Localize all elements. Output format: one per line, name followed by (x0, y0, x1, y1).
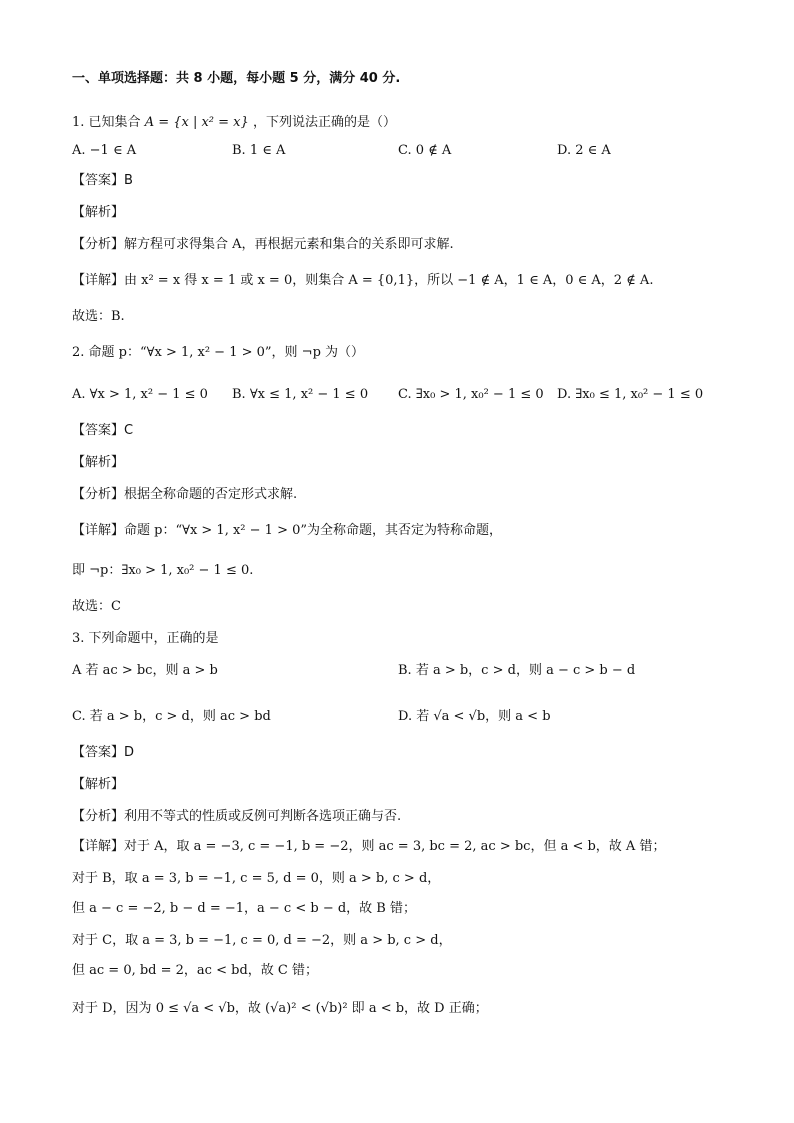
question-2-option-a: A. ∀x > 1, x² − 1 ≤ 0 (72, 387, 208, 402)
question-2-conclusion: 故选：C (72, 599, 121, 614)
question-3-option-c: C. 若 a > b，c > d，则 ac > bd (72, 709, 271, 724)
question-3-xiangjie-5: 但 ac = 0, bd = 2，ac < bd，故 C 错； (72, 963, 318, 978)
question-3-option-a: A 若 ac > bc，则 a > b (72, 663, 218, 678)
question-1-suffix: ，下列说法正确的是（） (252, 115, 396, 130)
question-3-option-d: D. 若 √a < √b，则 a < b (398, 709, 551, 724)
question-3-xiangjie-1: 【详解】对于 A，取 a = −3, c = −1, b = −2，则 ac = 3, bc = 2, ac > bc，但 a < b，故 A 错； (72, 839, 666, 854)
question-1-option-d: D. 2 ∈ A (557, 143, 611, 158)
question-3-stem: 3. 下列命题中，正确的是 (72, 631, 219, 646)
question-1-xiangjie: 【详解】由 x² = x 得 x = 1 或 x = 0，则集合 A = {0,1}，所以 −1 ∉ A，1 ∈ A，0 ∈ A，2 ∉ A. (72, 273, 654, 288)
question-1-analysis-label: 【解析】 (72, 205, 125, 220)
question-1-set-notation: A = {x | x² = x} (144, 115, 249, 130)
question-3-analysis-label: 【解析】 (72, 777, 125, 792)
question-1-fenxi: 【分析】解方程可求得集合 A，再根据元素和集合的关系即可求解. (72, 237, 454, 252)
question-2-xiangjie: 【详解】命题 p：“∀x > 1, x² − 1 > 0”为全称命题，其否定为特称命题， (72, 523, 503, 538)
question-2-answer: 【答案】C (72, 423, 134, 438)
section-title: 一、单项选择题：共 8 小题，每小题 5 分，满分 40 分. (72, 71, 401, 86)
question-3-xiangjie-4: 对于 C，取 a = 3, b = −1, c = 0, d = −2，则 a > b, c > d， (72, 933, 452, 948)
question-3-xiangjie-6: 对于 D，因为 0 ≤ √a < √b，故 (√a)² < (√b)² 即 a < b，故 D 正确； (72, 1001, 488, 1016)
question-2-stem: 2. 命题 p：“∀x > 1, x² − 1 > 0”，则 ¬p 为（） (72, 345, 365, 360)
question-2-fenxi: 【分析】根据全称命题的否定形式求解. (72, 487, 298, 502)
question-2-option-b: B. ∀x ≤ 1, x² − 1 ≤ 0 (232, 387, 369, 402)
question-1-option-c: C. 0 ∉ A (398, 143, 452, 158)
question-1-conclusion: 故选：B. (72, 309, 125, 324)
question-1-option-b: B. 1 ∈ A (232, 143, 286, 158)
question-2-analysis-label: 【解析】 (72, 455, 125, 470)
question-1-stem (72, 114, 396, 132)
question-3-xiangjie-2: 对于 B，取 a = 3, b = −1, c = 5, d = 0，则 a > b, c > d， (72, 871, 441, 886)
question-1-option-a: A. −1 ∈ A (72, 143, 137, 158)
question-3-fenxi: 【分析】利用不等式的性质或反例可判断各选项正确与否. (72, 809, 402, 824)
question-1-prefix: 1. 已知集合 (72, 115, 141, 130)
question-2-option-c: C. ∃x₀ > 1, x₀² − 1 ≤ 0 (398, 387, 544, 402)
question-2-xiangjie-2: 即 ¬p：∃x₀ > 1, x₀² − 1 ≤ 0. (72, 563, 254, 578)
question-3-option-b: B. 若 a > b，c > d，则 a − c > b − d (398, 663, 636, 678)
question-3-xiangjie-3: 但 a − c = −2, b − d = −1，a − c < b − d，故 B 错； (72, 901, 416, 916)
question-1-answer: 【答案】B (72, 173, 133, 188)
question-3-answer: 【答案】D (72, 745, 135, 760)
question-2-option-d: D. ∃x₀ ≤ 1, x₀² − 1 ≤ 0 (557, 387, 704, 402)
